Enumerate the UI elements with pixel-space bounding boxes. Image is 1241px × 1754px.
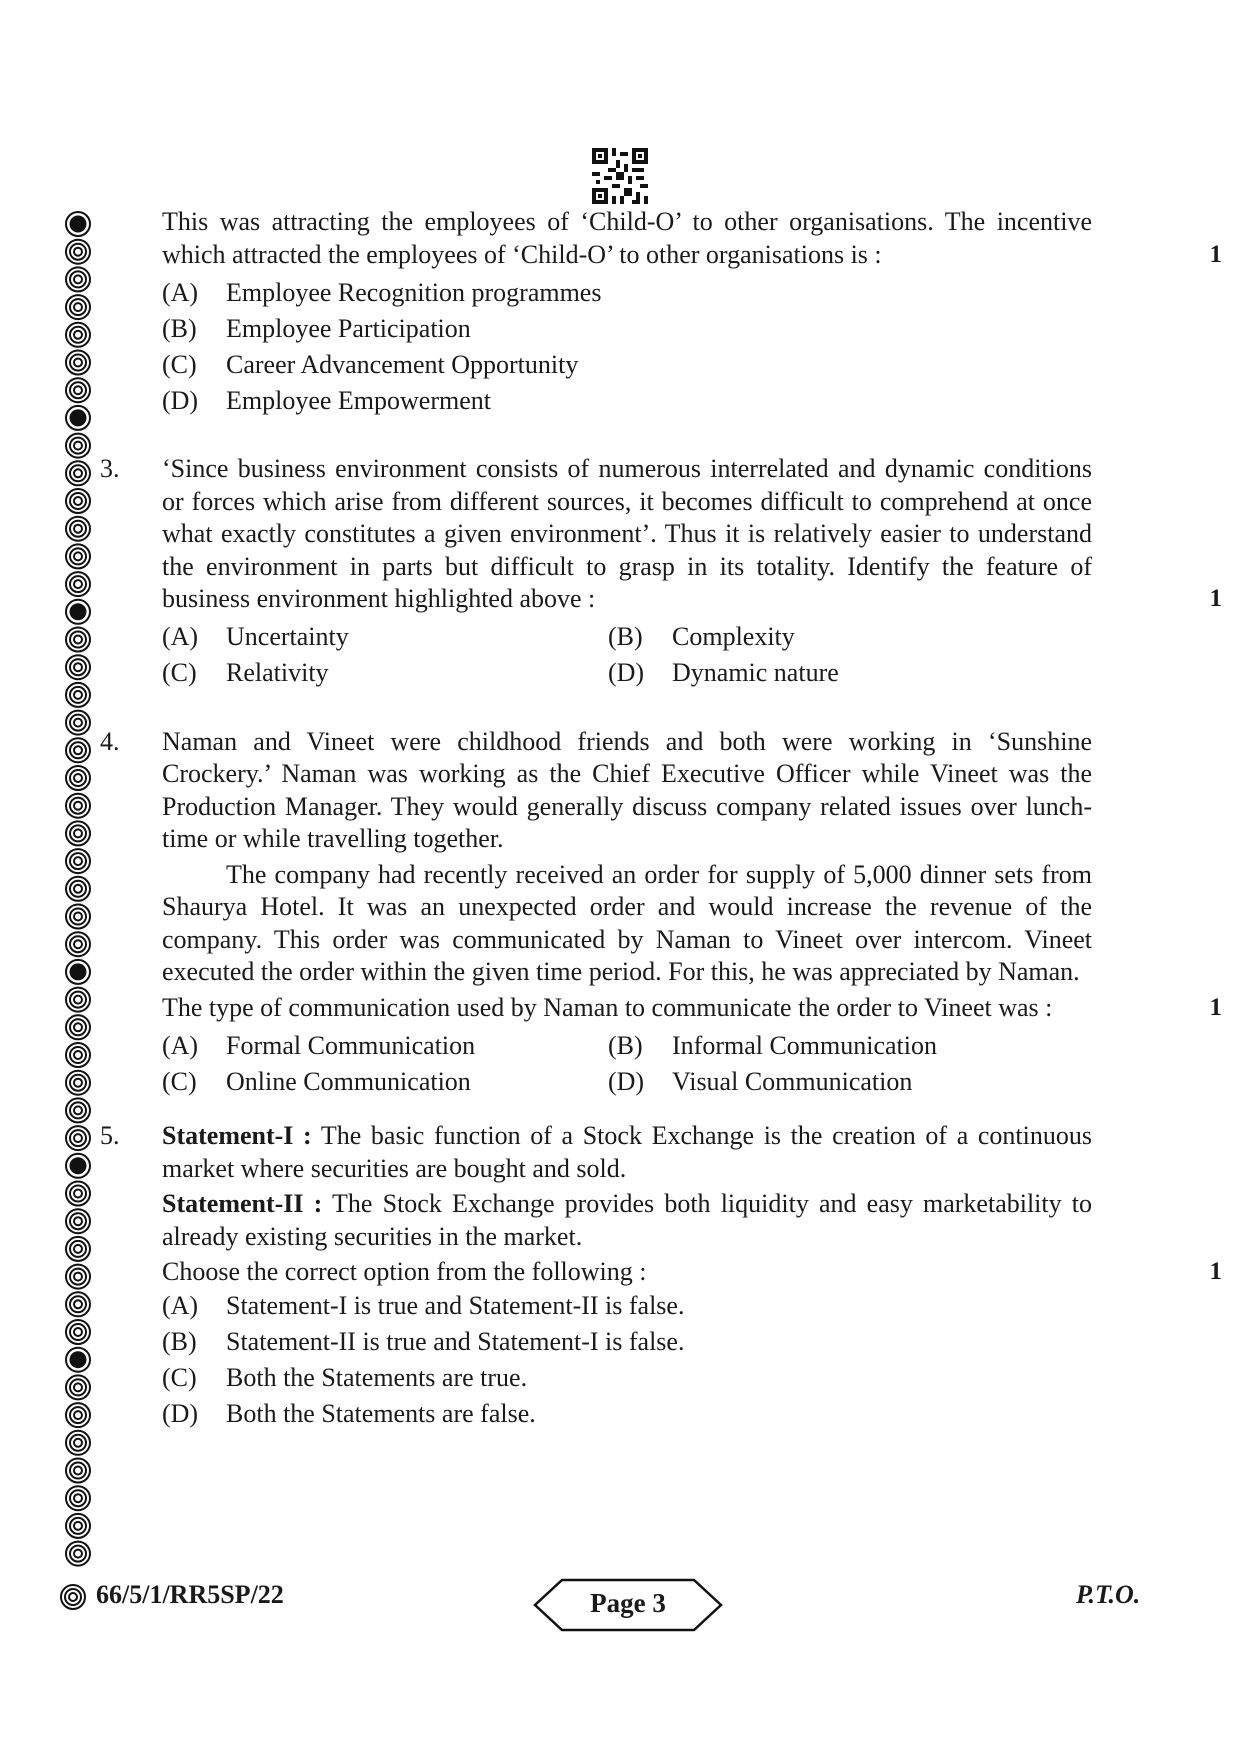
option-d: (D) Both the Statements are false.: [162, 1399, 536, 1429]
option-a: (A) Uncertainty: [162, 622, 349, 652]
concentric-circle-icon: [66, 628, 90, 652]
question-3: [100, 453, 1222, 692]
option-d: (D) Employee Empowerment: [162, 385, 491, 415]
filled-circle-icon: [66, 1348, 90, 1372]
page-footer: [0, 1578, 1241, 1638]
margin-circle-icon: [58, 1582, 88, 1612]
concentric-circle-icon: [66, 1098, 90, 1122]
statement-2: Statement-II : The Stock Exchange provides both liquidity and easy marketability to already existing securities in the market.: [162, 1189, 1092, 1251]
qr-code: [592, 148, 648, 204]
option-b: (B) Complexity: [608, 622, 795, 652]
question-number: 3.: [100, 454, 120, 483]
option-c: (C) Online Communication: [162, 1066, 471, 1096]
question-content: [100, 206, 1222, 1433]
page-number: Page 3: [590, 1588, 666, 1618]
concentric-circle-icon: [66, 1292, 90, 1316]
question-text: Choose the correct option from the following :: [162, 1257, 647, 1286]
concentric-circle-icon: [66, 1071, 90, 1095]
concentric-circle-icon: [66, 240, 90, 264]
concentric-circle-icon: [66, 1486, 90, 1510]
concentric-circle-icon: [66, 794, 90, 818]
concentric-circle-icon: [66, 434, 90, 458]
filled-circle-icon: [66, 1154, 90, 1178]
concentric-circle-icon: [66, 988, 90, 1012]
concentric-circle-icon: [66, 683, 90, 707]
option-b: (B) Employee Participation: [162, 313, 471, 343]
concentric-circle-icon: [66, 544, 90, 568]
concentric-circle-icon: [66, 766, 90, 790]
question-4: [100, 726, 1222, 1101]
margin-circle-column: [58, 210, 98, 1580]
option-a: (A) Employee Recognition programmes: [162, 277, 602, 307]
case-paragraph-1: Naman and Vineet were childhood friends and both were working in ‘Sunshine Crockery.’ Naman was working as the Chief Executive Officer while Vineet was the Production Manager. They would generally discuss company related issues over lunch-time or while travelling together.: [162, 726, 1092, 853]
marks: 1: [1209, 993, 1222, 1021]
concentric-circle-icon: [66, 1043, 90, 1067]
marks: 1: [1209, 585, 1222, 612]
concentric-circle-icon: [66, 378, 90, 402]
concentric-circle-icon: [66, 295, 90, 319]
question-text: This was attracting the employees of ‘Child-O’ to other organisations. The incentive which attracted the employees of ‘Child-O’ to other organisations is :: [162, 207, 1092, 269]
concentric-circle-icon: [66, 323, 90, 347]
concentric-circle-icon: [66, 1209, 90, 1233]
concentric-circle-icon: [66, 849, 90, 873]
option-d: (D) Dynamic nature: [608, 658, 839, 688]
concentric-circle-icon: [66, 267, 90, 291]
concentric-circle-icon: [66, 905, 90, 929]
pto-label: P.T.O.: [1076, 1580, 1141, 1609]
paper-code: 66/5/1/RR5SP/22: [96, 1580, 284, 1609]
option-c: (C) Career Advancement Opportunity: [162, 349, 579, 379]
concentric-circle-icon: [66, 1459, 90, 1483]
question-5: [100, 1120, 1222, 1433]
marks: 1: [1209, 240, 1222, 268]
concentric-circle-icon: [66, 489, 90, 513]
case-paragraph-2: The company had recently received an order for supply of 5,000 dinner sets from Shaurya Hotel. It was an unexpected order and would increase the revenue of the company. This order was communicated by Naman to Vineet over intercom. Vineet executed the order within the given time period. For this, he was appreciated by Naman.: [162, 859, 1092, 986]
marks: 1: [1209, 1258, 1222, 1285]
concentric-circle-icon: [66, 1375, 90, 1399]
concentric-circle-icon: [66, 655, 90, 679]
statement-1: Statement-I : The basic function of a Stock Exchange is the creation of a continuous market where securities are bought and sold.: [162, 1121, 1092, 1183]
concentric-circle-icon: [66, 517, 90, 541]
concentric-circle-icon: [66, 877, 90, 901]
option-c: (C) Relativity: [162, 658, 329, 688]
concentric-circle-icon: [66, 932, 90, 956]
concentric-circle-icon: [66, 1265, 90, 1289]
filled-circle-icon: [66, 406, 90, 430]
concentric-circle-icon: [66, 351, 90, 375]
question-2-continuation: [162, 206, 1222, 419]
concentric-circle-icon: [66, 1320, 90, 1344]
question-number: 4.: [100, 726, 120, 756]
concentric-circle-icon: [66, 1542, 90, 1566]
option-d: (D) Visual Communication: [608, 1066, 913, 1096]
question-text: ‘Since business environment consists of numerous interrelated and dynamic conditions or forces which arise from different sources, it becomes difficult to comprehend at once what exactly constitutes a given environment’. Thus it is relatively easier to understand the environment in parts but difficult to grasp in its totality. Identify the feature of business environment highlighted above :: [162, 454, 1092, 613]
concentric-circle-icon: [66, 738, 90, 762]
question-text: The type of communication used by Naman to communicate the order to Vineet was :: [162, 992, 1053, 1022]
filled-circle-icon: [66, 212, 90, 236]
concentric-circle-icon: [66, 1126, 90, 1150]
filled-circle-icon: [66, 960, 90, 984]
option-a: (A) Statement-I is true and Statement-II is false.: [162, 1291, 685, 1321]
concentric-circle-icon: [66, 1015, 90, 1039]
option-a: (A) Formal Communication: [162, 1030, 476, 1060]
option-b: (B) Statement-II is true and Statement-I is false.: [162, 1327, 685, 1357]
concentric-circle-icon: [66, 1514, 90, 1538]
concentric-circle-icon: [66, 572, 90, 596]
concentric-circle-icon: [66, 1182, 90, 1206]
concentric-circle-icon: [66, 1431, 90, 1455]
option-c: (C) Both the Statements are true.: [162, 1363, 528, 1393]
concentric-circle-icon: [66, 461, 90, 485]
concentric-circle-icon: [66, 1403, 90, 1427]
concentric-circle-icon: [66, 711, 90, 735]
question-number: 5.: [100, 1121, 120, 1150]
concentric-circle-icon: [66, 821, 90, 845]
option-b: (B) Informal Communication: [608, 1030, 938, 1060]
concentric-circle-icon: [66, 1237, 90, 1261]
filled-circle-icon: [66, 600, 90, 624]
